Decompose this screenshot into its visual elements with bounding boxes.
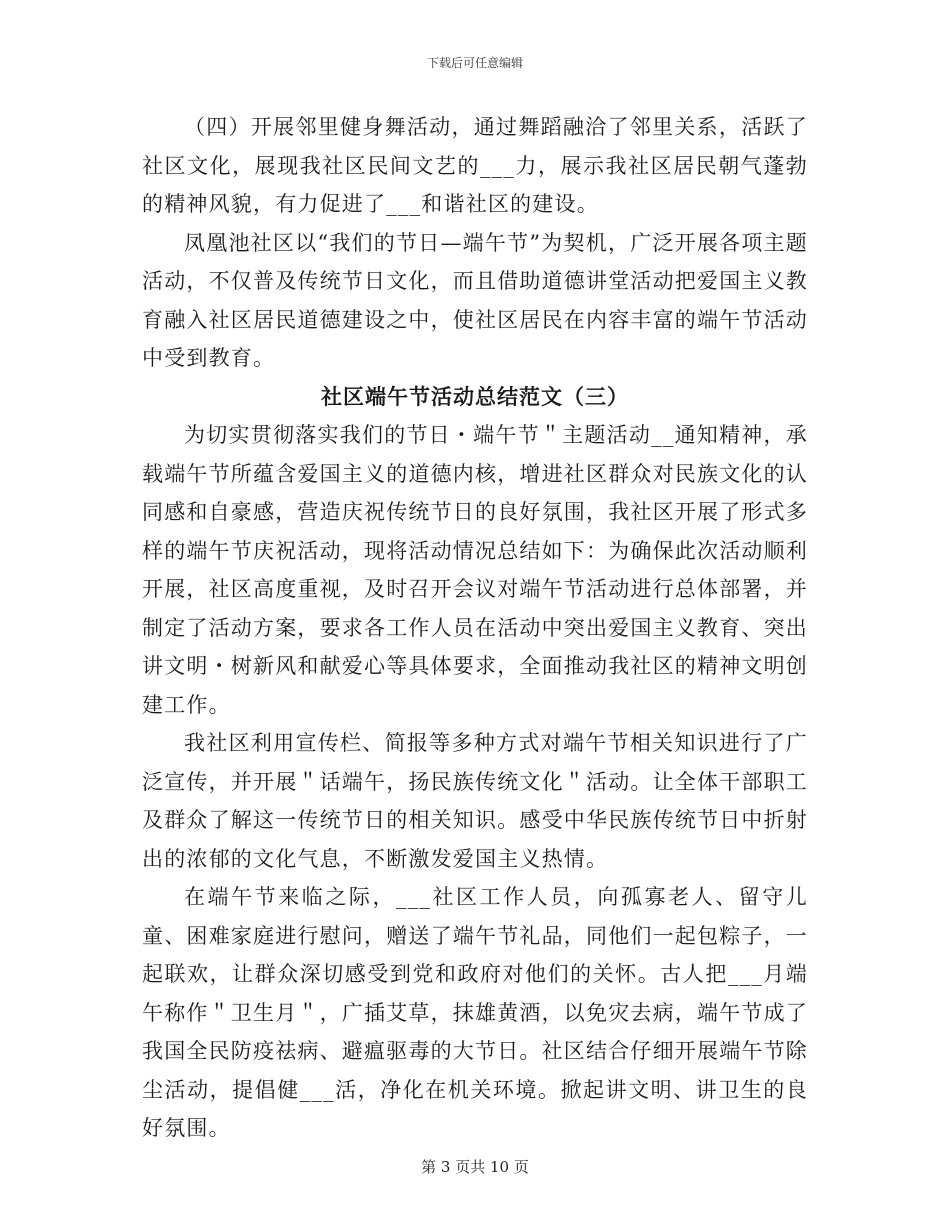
document-body (142, 108, 808, 1148)
paragraph-visits: 在端午节来临之际，___社区工作人员，向孤寡老人、留守儿童、困难家庭进行慰问，赠送了端午节礼品，同他们一起包粽子，一起联欢，让群众深切感受到党和政府对他们的关怀。古人把___月端午称作＂卫生月＂，广插艾草，抹雄黄酒，以免灾去病，端午节成了我国全民防疫祛病、避瘟驱毒的大节日。社区结合仔细开展端午节除尘活动，提倡健___活，净化在机关环境。掀起讲文明、讲卫生的良好氛围。 (142, 885, 808, 1140)
paragraph-item-four: （四）开展邻里健身舞活动，通过舞蹈融洽了邻里关系，活跃了社区文化，展现我社区民间文艺的___力，展示我社区居民朝气蓬勃的精神风貌，有力促进了___和谐社区的建设。 (142, 115, 808, 216)
paragraph-publicity: 我社区利用宣传栏、简报等多种方式对端午节相关知识进行了广泛宣传，并开展＂话端午，扬民族传统文化＂活动。让全体干部职工及群众了解这一传统节日的相关知识。感受中华民族传统节日中折射出的浓郁的文化气息，不断激发爱国主义热情。 (142, 731, 808, 871)
page-header: 下载后可任意编辑 (426, 56, 523, 70)
paragraph-fenghuangchi: 凤凰池社区以“我们的节日—端午节”为契机，广泛开展各项主题活动，不仅普及传统节日文化，而且借助道德讲堂活动把爱国主义教育融入社区居民道德建设之中，使社区居民在内容丰富的端午节活动中受到教育。 (142, 230, 808, 370)
section-title: 社区端午节活动总结范文（三） (321, 383, 629, 409)
paragraph-intro: 为切实贯彻落实我们的节日・端午节＂主题活动__通知精神，承载端午节所蕴含爱国主义的道德内核，增进社区群众对民族文化的认同感和自豪感，营造庆祝传统节日的良好氛围，我社区开展了形式多样的端午节庆祝活动，现将活动情况总结如下：为确保此次活动顺利开展，社区高度重视，及时召开会议对端午节活动进行总体部署，并制定了活动方案，要求各工作人员在活动中突出爱国主义教育、突出讲文明・树新风和献爱心等具体要求，全面推动我社区的精神文明创建工作。 (142, 423, 808, 717)
page-footer: 第 3 页共 10 页 (421, 1158, 529, 1176)
